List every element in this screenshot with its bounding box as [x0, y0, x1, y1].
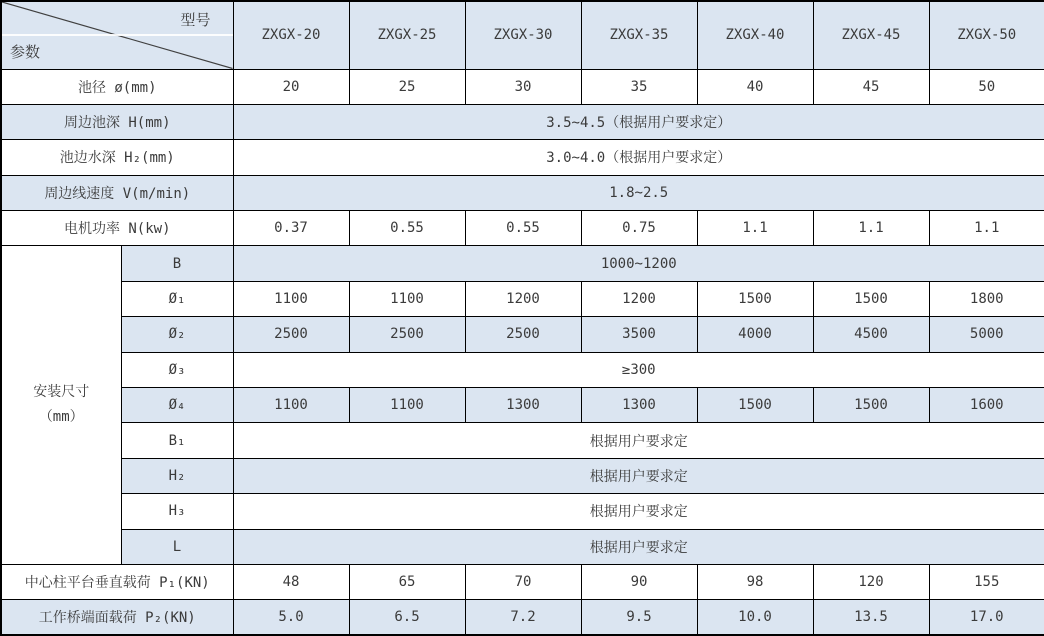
value-cell: 70 [465, 564, 581, 599]
model-header-zxgx-35: ZXGX-35 [581, 1, 697, 69]
value-cell: 40 [697, 69, 813, 104]
value-cell: 1.1 [929, 211, 1044, 246]
value-cell: 9.5 [581, 600, 697, 635]
value-cell: 1500 [813, 388, 929, 423]
sub-label-O4: Ø₄ [121, 388, 233, 423]
merged-value-cell: 根据用户要求定 [233, 494, 1044, 529]
sub-label-H2: H₂ [121, 458, 233, 493]
value-cell: 35 [581, 69, 697, 104]
value-cell: 13.5 [813, 600, 929, 635]
value-cell: 5000 [929, 317, 1044, 352]
row-label-motor-power: 电机功率 N(kw) [1, 211, 233, 246]
value-cell: 2500 [233, 317, 349, 352]
value-cell: 4000 [697, 317, 813, 352]
value-cell: 1800 [929, 281, 1044, 316]
install-group-label [1, 246, 121, 565]
value-cell: 1500 [813, 281, 929, 316]
value-cell: 48 [233, 564, 349, 599]
value-cell: 3500 [581, 317, 697, 352]
install-group-line1: 安装尺寸 [33, 384, 90, 401]
value-cell: 1100 [233, 388, 349, 423]
value-cell: 98 [697, 564, 813, 599]
value-cell: 20 [233, 69, 349, 104]
value-cell: 1.1 [813, 211, 929, 246]
value-cell: 90 [581, 564, 697, 599]
value-cell: 25 [349, 69, 465, 104]
value-cell: 0.37 [233, 211, 349, 246]
row-label-edge-water-depth: 池边水深 H₂(mm) [1, 140, 233, 175]
row-label-peripheral-speed: 周边线速度 V(m/min) [1, 175, 233, 210]
merged-value-cell: 根据用户要求定 [233, 423, 1044, 458]
sub-label-O1: Ø₁ [121, 281, 233, 316]
value-cell: 1300 [465, 388, 581, 423]
sub-label-B: B [121, 246, 233, 281]
header-model-label: 型号 [180, 11, 211, 29]
value-cell: 1100 [349, 388, 465, 423]
merged-value-cell: 1.8~2.5 [233, 175, 1044, 210]
value-cell: 4500 [813, 317, 929, 352]
value-cell: 1300 [581, 388, 697, 423]
value-cell: 65 [349, 564, 465, 599]
value-cell: 0.75 [581, 211, 697, 246]
value-cell: 45 [813, 69, 929, 104]
value-cell: 1500 [697, 281, 813, 316]
install-group-line2: （mm） [38, 409, 84, 426]
model-header-zxgx-50: ZXGX-50 [929, 1, 1044, 69]
value-cell: 120 [813, 564, 929, 599]
value-cell: 30 [465, 69, 581, 104]
value-cell: 1100 [349, 281, 465, 316]
value-cell: 7.2 [465, 600, 581, 635]
value-cell: 1600 [929, 388, 1044, 423]
model-header-zxgx-20: ZXGX-20 [233, 1, 349, 69]
value-cell: 1.1 [697, 211, 813, 246]
model-header-zxgx-30: ZXGX-30 [465, 1, 581, 69]
merged-value-cell: 根据用户要求定 [233, 529, 1044, 564]
value-cell: 1200 [581, 281, 697, 316]
merged-value-cell: 3.5~4.5（根据用户要求定） [233, 104, 1044, 139]
value-cell: 2500 [349, 317, 465, 352]
diagonal-header-cell [1, 1, 233, 69]
value-cell: 10.0 [697, 600, 813, 635]
model-header-zxgx-45: ZXGX-45 [813, 1, 929, 69]
row-label-center-load: 中心柱平台垂直载荷 P₁(KN) [1, 564, 233, 599]
row-label-pool-diameter: 池径 ø(mm) [1, 69, 233, 104]
row-label-bridge-load: 工作桥端面载荷 P₂(KN) [1, 600, 233, 635]
sub-label-L: L [121, 529, 233, 564]
merged-value-cell: 根据用户要求定 [233, 458, 1044, 493]
value-cell: 50 [929, 69, 1044, 104]
header-gridline [2, 34, 233, 36]
value-cell: 1100 [233, 281, 349, 316]
sub-label-B1: B₁ [121, 423, 233, 458]
value-cell: 6.5 [349, 600, 465, 635]
merged-value-cell: 3.0~4.0（根据用户要求定） [233, 140, 1044, 175]
value-cell: 17.0 [929, 600, 1044, 635]
sub-label-O3: Ø₃ [121, 352, 233, 387]
merged-value-cell: 1000~1200 [233, 246, 1044, 281]
header-parameter-label: 参数 [10, 42, 41, 61]
value-cell: 2500 [465, 317, 581, 352]
sub-label-H3: H₃ [121, 494, 233, 529]
model-header-zxgx-40: ZXGX-40 [697, 1, 813, 69]
model-header-zxgx-25: ZXGX-25 [349, 1, 465, 69]
value-cell: 1500 [697, 388, 813, 423]
value-cell: 0.55 [465, 211, 581, 246]
value-cell: 5.0 [233, 600, 349, 635]
value-cell: 1200 [465, 281, 581, 316]
merged-value-cell: ≥300 [233, 352, 1044, 387]
value-cell: 155 [929, 564, 1044, 599]
row-label-peripheral-depth: 周边池深 H(mm) [1, 104, 233, 139]
sub-label-O2: Ø₂ [121, 317, 233, 352]
value-cell: 0.55 [349, 211, 465, 246]
